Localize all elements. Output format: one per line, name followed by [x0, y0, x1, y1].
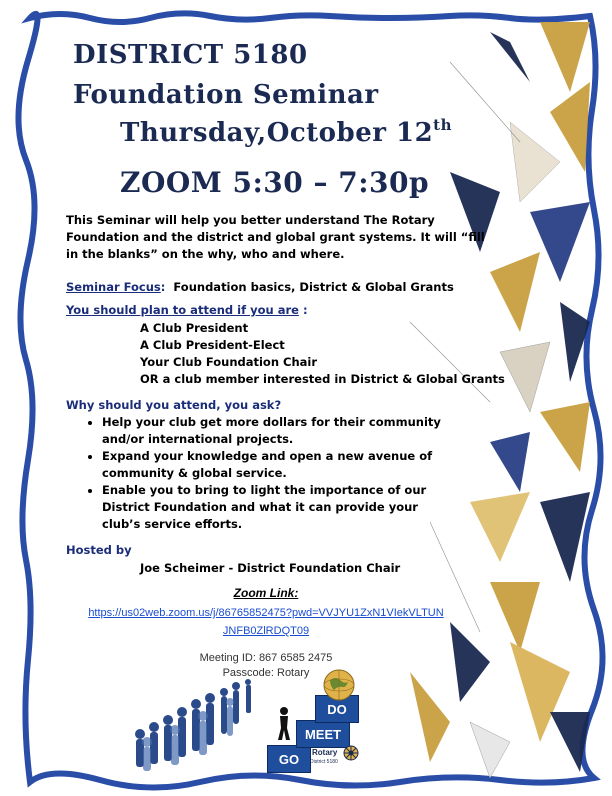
attend-heading: You should plan to attend if you are :: [66, 303, 308, 317]
title-date-text: Thursday,October 12: [120, 118, 434, 148]
attend-item: OR a club member interested in District & Global Grants: [140, 372, 505, 386]
meeting-id: Meeting ID: 867 6585 2475: [199, 652, 333, 664]
title-date: [120, 118, 452, 148]
why-bullet-list: [84, 414, 452, 533]
meet-block: MEET: [296, 720, 350, 748]
why-heading: Why should you attend, you ask?: [66, 398, 282, 412]
title-district: DISTRICT 5180: [73, 40, 308, 70]
climbing-figure-icon: [275, 706, 293, 742]
rotary-district-text: District 5180: [310, 759, 338, 765]
seminar-focus-text: Foundation basics, District & Global Grants: [173, 280, 454, 294]
go-block: GO: [267, 745, 311, 773]
attend-heading-text: You should plan to attend if you are: [66, 303, 299, 317]
zoom-url-line1[interactable]: https://us02web.zoom.us/j/86765852475?pwd=VVJYU1ZxN1VIekVLTUN: [88, 607, 444, 619]
seminar-focus: Seminar Focus: Foundation basics, District & Global Grants: [66, 280, 454, 294]
why-bullet: • Help your club get more dollars for their community and/or international projects.: [102, 414, 452, 448]
globe-icon: [322, 668, 356, 702]
intro-paragraph: This Seminar will help you better understand The Rotary Foundation and the district and global grant systems. It will “fill in the blanks” on the why, who and where.: [66, 213, 485, 261]
passcode: Passcode: Rotary: [222, 667, 310, 679]
hosted-name: Joe Scheimer - District Foundation Chair: [140, 561, 401, 575]
zoom-link[interactable]: [56, 603, 476, 639]
do-block: DO: [315, 695, 359, 723]
rotary-logo-text: Rotary: [312, 748, 338, 757]
why-bullet: • Expand your knowledge and open a new avenue of community & global service.: [102, 448, 452, 482]
attend-item: Your Club Foundation Chair: [140, 355, 318, 369]
title-zoom-time: ZOOM 5:30 – 7:30p: [120, 166, 430, 199]
title-foundation-seminar: Foundation Seminar: [73, 80, 379, 110]
why-bullet: • Enable you to bring to light the importance of our District Foundation and what it can provide your club’s service efforts.: [102, 482, 452, 533]
title-date-suffix: th: [433, 116, 453, 134]
attend-item: A Club President: [140, 321, 249, 335]
crowd-silhouette-image: [130, 672, 260, 772]
hosted-label: Hosted by: [66, 543, 132, 557]
seminar-focus-label: Seminar Focus: [66, 280, 161, 294]
attend-item: A Club President-Elect: [140, 338, 285, 352]
rotary-wheel-icon: [343, 745, 359, 761]
zoom-url-line2[interactable]: JNFB0ZlRDQT09: [222, 625, 310, 637]
zoom-link-label: Zoom Link:: [233, 586, 299, 600]
